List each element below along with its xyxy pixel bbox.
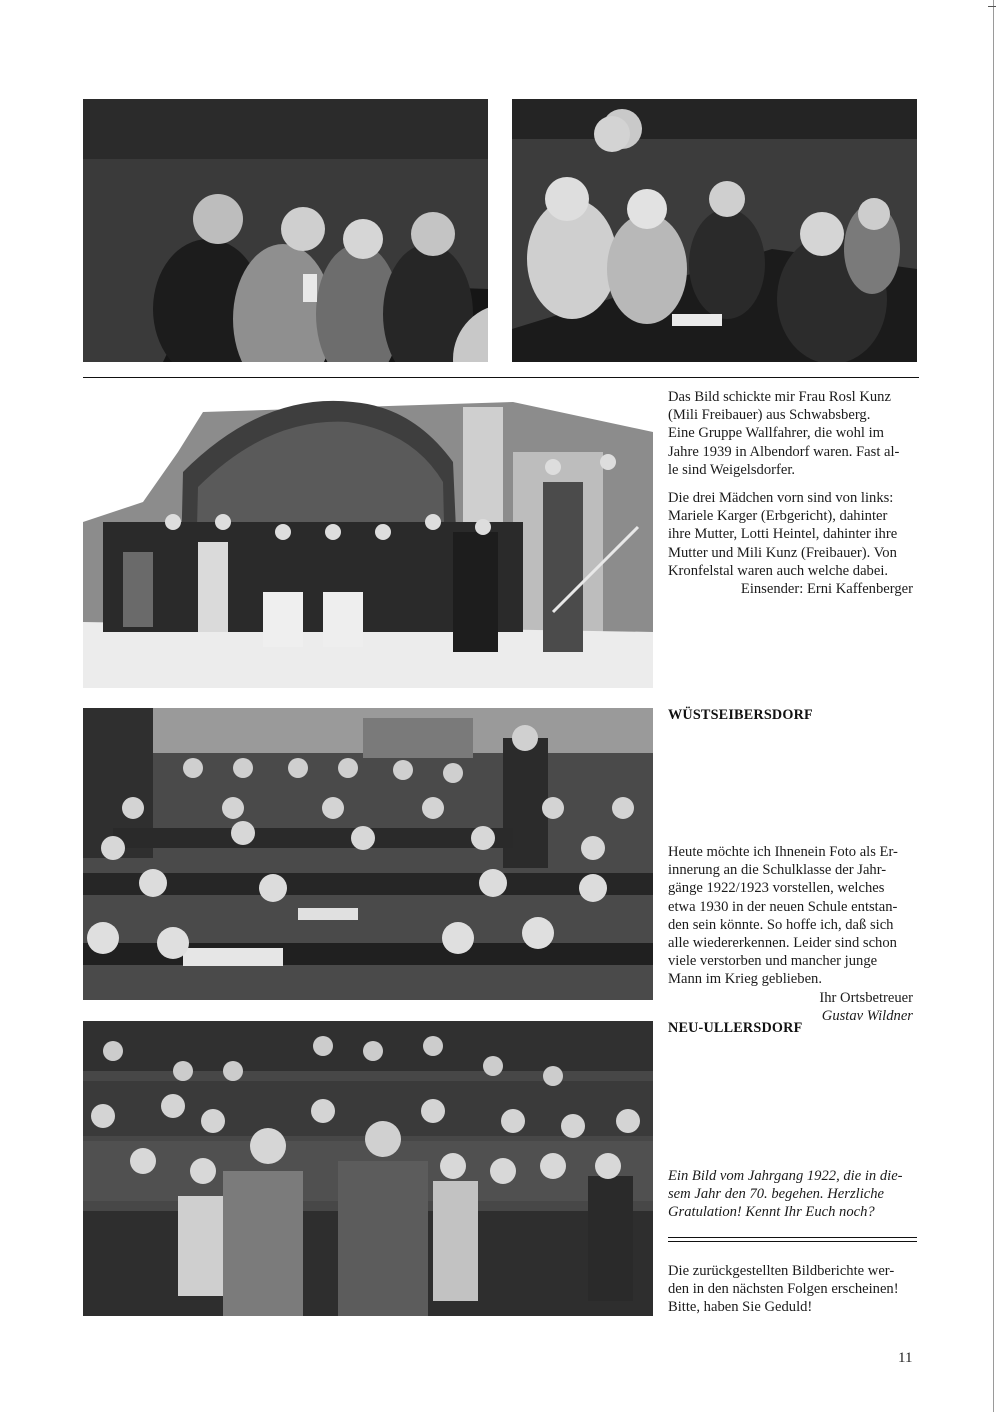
page-number: 11 — [898, 1350, 913, 1366]
text-line: sem Jahr den 70. begehen. Herzliche — [668, 1186, 885, 1203]
text-line: Die zurückgestellten Bildberichte wer- — [668, 1263, 895, 1279]
text-line: le sind Weigelsdorfer. — [668, 461, 796, 478]
text-line: Gratulation! Kennt Ihr Euch noch? — [668, 1204, 875, 1221]
text-line: gänge 1922/1923 vorstellen, welches — [668, 880, 885, 897]
photo-class-neu-ullersdorf — [83, 1021, 653, 1316]
text-line: etwa 1930 in der neuen Schule entstan- — [668, 898, 898, 915]
caption-neu-ullersdorf — [668, 1167, 917, 1222]
divider-rule-top — [83, 377, 919, 378]
photo-pilgrims-albendorf — [83, 392, 653, 688]
photo-reunion-table-right — [512, 99, 917, 362]
signature-name: Gustav Wildner — [821, 1007, 913, 1024]
text-line: ihre Mutter, Lotti Heintel, dahinter ihre — [668, 526, 898, 543]
text-line: Heute möchte ich Ihnenein Foto als Er- — [668, 844, 898, 860]
divider-rule-double-top — [668, 1237, 917, 1238]
text-line: Ein Bild vom Jahrgang 1922, die in die- — [668, 1168, 903, 1184]
text-line: den in den nächsten Folgen erscheinen! — [668, 1281, 899, 1298]
text-line: viele verstorben und mancher junge — [668, 953, 878, 970]
caption-pilgrims-para2 — [668, 489, 917, 580]
caption-pilgrims — [668, 388, 917, 598]
text-line: (Mili Freibauer) aus Schwabsberg. — [668, 407, 871, 424]
text-line: Die drei Mädchen vorn sind von links: — [668, 490, 894, 507]
scan-edge-tick — [988, 6, 996, 7]
caption-neu-ullersdorf-para — [668, 1167, 917, 1222]
caption-wuestseibersdorf — [668, 843, 917, 1025]
scan-edge-line — [993, 0, 994, 1412]
caption-wuestseibersdorf-para — [668, 843, 917, 989]
text-line: Bitte, haben Sie Geduld! — [668, 1299, 813, 1316]
divider-rule-double-bottom — [668, 1241, 917, 1242]
heading-wuestseibersdorf: WÜSTSEIBERSDORF — [668, 707, 813, 723]
text-line: Mutter und Mili Kunz (Freibauer). Von — [668, 544, 897, 561]
text-line: den sein könnte. So hoffe ich, daß sich — [668, 916, 894, 933]
text-line: Kronfelstal waren auch welche dabei. — [668, 562, 889, 579]
text-line: Das Bild schickte mir Frau Rosl Kunz — [668, 389, 891, 405]
text-line: innerung an die Schulklasse der Jahr- — [668, 862, 887, 879]
text-line: Eine Gruppe Wallfahrer, die wohl im — [668, 425, 884, 442]
photo-reunion-table-left — [83, 99, 488, 362]
sender-line: Einsender: Erni Kaffenberger — [740, 581, 913, 598]
footer-note-para — [668, 1262, 917, 1317]
text-line: Mariele Karger (Erbgericht), dahinter — [668, 508, 888, 525]
photo-school-class-wuestseibersdorf — [83, 708, 653, 1000]
text-line: Jahre 1939 in Albendorf waren. Fast al- — [668, 443, 900, 460]
heading-neu-ullersdorf: NEU-ULLERSDORF — [668, 1020, 803, 1036]
caption-pilgrims-para1 — [668, 388, 917, 479]
text-line: alle wiedererkennen. Leider sind schon — [668, 935, 897, 952]
signature-prefix: Ihr Ortsbetreuer — [819, 989, 913, 1006]
text-line: Mann im Krieg geblieben. — [668, 971, 823, 988]
footer-note — [668, 1262, 917, 1317]
